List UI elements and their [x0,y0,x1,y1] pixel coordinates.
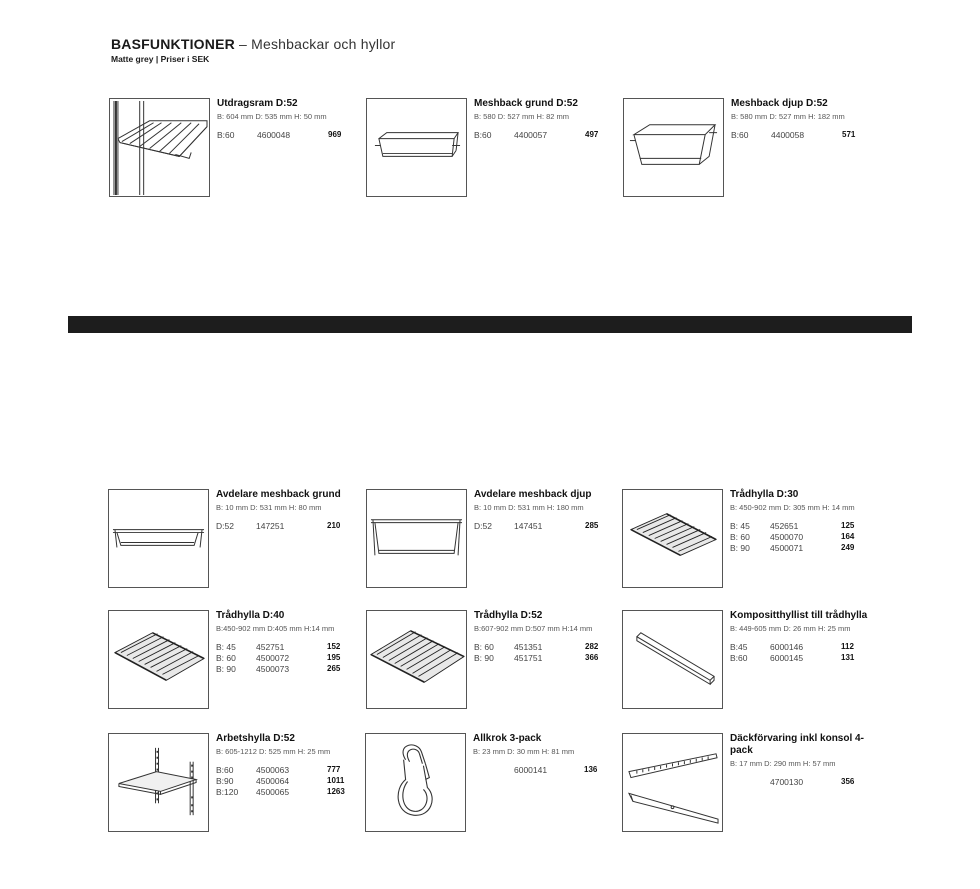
page-header [111,36,395,64]
shallow-mesh-basket-icon [366,98,467,197]
page-title [111,36,395,52]
price: 210 [327,521,341,530]
shelf-strip-icon [622,610,723,709]
price: 125 [841,521,855,530]
product-title: Trådhylla D:40 [216,610,285,621]
article-number: 4500063 [256,765,290,775]
size-label: B:60 [216,765,234,775]
price: 356 [841,777,855,786]
price-row [474,642,624,653]
size-label: B:120 [216,787,239,797]
article-number: 147451 [514,521,543,531]
price: 1263 [327,787,345,796]
article-number: 452651 [770,521,799,531]
article-number: 4500071 [770,543,804,553]
product-title: Arbetshylla D:52 [216,733,295,744]
wire-shelf-icon [366,610,467,709]
wire-shelf-icon [108,610,209,709]
price: 366 [585,653,599,662]
product-title: Meshback grund D:52 [474,98,578,109]
price: 1011 [327,776,345,785]
product-dimensions: B: 449-605 mm D: 26 mm H: 25 mm [730,624,851,633]
deep-mesh-basket-icon [623,98,724,197]
price-row [216,642,366,653]
price-row [217,130,367,141]
product-dimensions: B: 604 mm D: 535 mm H: 50 mm [217,112,327,121]
title-bold: BASFUNKTIONER [111,36,235,52]
price-row [730,642,880,653]
product-dimensions: B:607-902 mm D:507 mm H:14 mm [474,624,593,633]
size-label: B:90 [216,776,234,786]
price: 969 [328,130,342,139]
price-row [216,653,366,664]
article-number: 4500072 [256,653,290,663]
product-dimensions: B: 605-1212 D: 525 mm H: 25 mm [216,747,331,756]
article-number: 4400057 [514,130,548,140]
price-row [216,776,366,787]
product-dimensions: B:450-902 mm D:405 mm H:14 mm [216,624,335,633]
article-number: 451351 [514,642,543,652]
product-title: Avdelare meshback grund [216,489,341,500]
size-label: B: 90 [216,664,236,674]
price: 136 [584,765,598,774]
price: 571 [842,130,856,139]
size-label: D:52 [216,521,234,531]
price-row [216,787,366,798]
size-label: B: 60 [474,642,494,652]
tire-storage-icon [622,733,723,832]
price-row [730,653,880,664]
shallow-divider-icon [108,489,209,588]
price-row [473,765,623,776]
wire-shelf-icon [622,489,723,588]
article-number: 4500065 [256,787,290,797]
product-dimensions: B: 580 D: 527 mm H: 82 mm [474,112,570,121]
price: 164 [841,532,855,541]
price-row [216,664,366,675]
deep-divider-icon [366,489,467,588]
product-title: Avdelare meshback djup [474,489,592,500]
title-rest: – Meshbackar och hyllor [234,36,396,52]
size-label: B: 60 [730,532,750,542]
size-label: B:60 [474,130,492,140]
price-row [474,521,624,532]
price-row [731,130,881,141]
price: 249 [841,543,855,552]
hook-icon [365,733,466,832]
article-number: 4400058 [771,130,805,140]
article-number: 452751 [256,642,285,652]
price-row [216,521,366,532]
article-number: 4700130 [770,777,804,787]
product-dimensions: B: 580 mm D: 527 mm H: 182 mm [731,112,845,121]
price-row [474,653,624,664]
size-label: D:52 [474,521,492,531]
product-title: Trådhylla D:30 [730,489,799,500]
size-label: B:60 [217,130,235,140]
article-number: 6000141 [514,765,548,775]
article-number: 4500073 [256,664,290,674]
work-shelf-icon [108,733,209,832]
page-subtitle: Matte grey | Priser i SEK [111,54,210,64]
product-dimensions: B: 450-902 mm D: 305 mm H: 14 mm [730,503,855,512]
divider-band [68,316,912,333]
price-row [216,765,366,776]
size-label: B: 90 [730,543,750,553]
article-number: 451751 [514,653,543,663]
size-label: B: 45 [730,521,750,531]
price: 282 [585,642,599,651]
article-number: 4500070 [770,532,804,542]
size-label: B:60 [730,653,748,663]
product-dimensions: B: 10 mm D: 531 mm H: 180 mm [474,503,584,512]
price-row [730,777,880,788]
article-number: 6000145 [770,653,804,663]
product-title: Trådhylla D:52 [474,610,543,621]
product-title: Allkrok 3-pack [473,733,542,744]
pull-out-frame-icon [109,98,210,197]
size-label: B:45 [730,642,748,652]
price-row [730,521,880,532]
price: 112 [841,642,854,651]
price: 285 [585,521,599,530]
product-title: Utdragsram D:52 [217,98,298,109]
price-row [730,532,880,543]
product-title: Meshback djup D:52 [731,98,828,109]
price: 265 [327,664,341,673]
size-label: B:60 [731,130,749,140]
article-number: 6000146 [770,642,804,652]
product-dimensions: B: 17 mm D: 290 mm H: 57 mm [730,759,836,768]
size-label: B: 60 [216,653,236,663]
size-label: B: 45 [216,642,236,652]
price: 131 [841,653,855,662]
product-title: Däckförvaring inkl konsol 4-pack [730,733,864,756]
product-dimensions: B: 10 mm D: 531 mm H: 80 mm [216,503,322,512]
price: 195 [327,653,341,662]
price: 497 [585,130,599,139]
price-row [474,130,624,141]
price-row [730,543,880,554]
size-label: B: 90 [474,653,494,663]
article-number: 4600048 [257,130,291,140]
article-number: 147251 [256,521,285,531]
price: 152 [327,642,341,651]
product-title: Kompositthyllist till trådhylla [730,610,868,621]
product-dimensions: B: 23 mm D: 30 mm H: 81 mm [473,747,575,756]
article-number: 4500064 [256,776,290,786]
price: 777 [327,765,341,774]
